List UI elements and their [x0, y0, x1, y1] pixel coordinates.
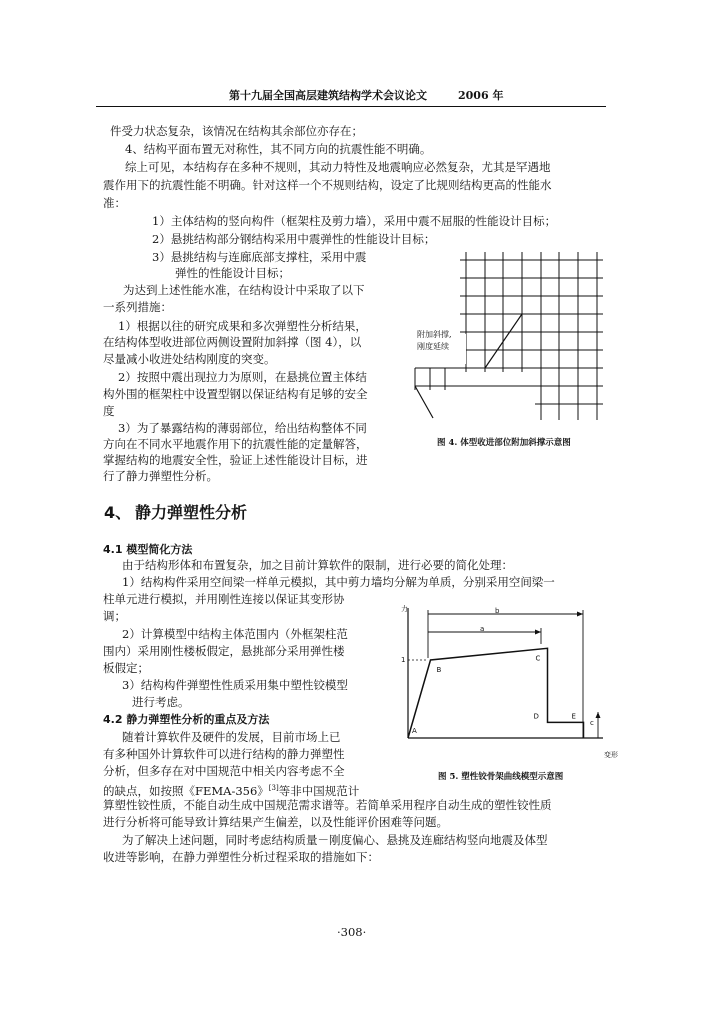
fig5-yone: 1 [401, 656, 406, 664]
s41-p2a: 1）结构构件采用空间梁一样单元模拟，其中剪力墙均分解为单质，分别采用空间梁一 [122, 575, 555, 589]
s42-p1f: 进行分析将可能导致计算结果产生偏差，以及性能评价困难等问题。 [103, 815, 448, 829]
fig5-xlabel: 变形 [604, 751, 618, 759]
figure-5 [398, 600, 620, 770]
fig5-point-e: E [571, 712, 576, 721]
s41-p4a: 3）结构构件弹塑性性质采用集中塑性铰模型 [122, 678, 348, 692]
s41-p4b: 进行考虑。 [132, 695, 190, 709]
s42-p1a: 随着计算软件及硬件的发展，目前市场上已 [122, 730, 341, 744]
s42-p1d-pre: 的缺点，如按照《FEMA-356》 [103, 783, 269, 798]
s42-p1c: 分析，但多存在对中国规范中相关内容考虑不全 [103, 764, 345, 778]
s41-p3a: 2）计算模型中结构主体范围内（外框架柱范 [122, 627, 348, 641]
measure-2b: 构外围的框架柱中设置型钢以保证结构有足够的安全 [103, 387, 368, 401]
section-4-title: 静力弹塑性分析 [135, 503, 248, 522]
s42-p1d [103, 781, 359, 799]
s41-p3b: 围内）采用刚性楼板假定，悬挑部分采用弹性楼 [103, 644, 345, 658]
citation-3: [3] [268, 784, 279, 792]
s41-p2c: 调； [103, 609, 126, 623]
measures-line-2: 一系列措施： [103, 300, 172, 314]
header-rule [96, 106, 606, 107]
s41-p2b: 柱单元进行模拟，并用刚性连接以保证其变形协 [103, 592, 345, 606]
fig5-point-c: C [535, 654, 541, 663]
section-4-number: 4、 [104, 503, 132, 522]
fig4-label-1: 附加斜撑, [417, 330, 452, 339]
intro-line-3: 综上可见，本结构存在多种不规则，其动力特性及地震响应必然复杂，尤其是罕遇地 [125, 160, 551, 174]
s42-p1b: 有多种国外计算软件可以进行结构的静力弹塑性 [103, 747, 345, 761]
measures-line-1: 为达到上述性能水准，在结构设计中采取了以下 [123, 283, 365, 297]
goal-3b: 弹性的性能设计目标； [175, 266, 290, 280]
fig5-point-a: A [412, 727, 417, 735]
header-title: 第十九届全国高层建筑结构学术会议论文 [229, 89, 427, 102]
fig5-caption: 图 5. 塑性铰骨架曲线模型示意图 [438, 772, 564, 782]
fig5-dim-a-label: a [480, 625, 485, 633]
measure-3b: 方向在不同水平地震作用下的抗震性能的定量解答， [103, 437, 368, 451]
fig5-point-d: D [533, 712, 539, 721]
intro-line-5: 准： [103, 196, 126, 210]
intro-line-2: 4、结构平面布置无对称性，其不同方向的抗震性能不明确。 [125, 142, 432, 156]
s42-p2a: 为了解决上述问题，同时考虑结构质量－刚度偏心、悬挑及连廊结构竖向地震及体型 [122, 833, 548, 847]
goal-1: 1）主体结构的竖向构件（框架柱及剪力墙），采用中震不屈服的性能设计目标； [152, 214, 557, 228]
fig5-dim-b-label: b [495, 607, 500, 615]
page-number: ·308· [337, 925, 367, 939]
s41-p1: 由于结构形体和布置复杂，加之目前计算软件的限制，进行必要的简化处理： [122, 558, 513, 572]
measure-3c: 掌握结构的地震安全性，验证上述性能设计目标，进 [103, 453, 368, 467]
section-4-1-heading: 4.1 模型简化方法 [103, 543, 193, 556]
s42-p1e: 算塑性铰性质，不能自动生成中国规范需求谱等。若简单采用程序自动生成的塑性铰性质 [103, 798, 552, 812]
header-year: 2006 年 [458, 89, 504, 102]
measure-1b: 在结构体型收进部位两侧设置附加斜撑（图 4），以 [103, 335, 362, 349]
measure-1a: 1）根据以往的研究成果和多次弹塑性分析结果， [118, 319, 367, 333]
s42-p2b: 收进等影响，在静力弹塑性分析过程采取的措施如下： [103, 850, 379, 864]
measure-2c: 度 [103, 404, 115, 418]
goal-3a: 3）悬挑结构与连廊底部支撑柱，采用中震 [152, 250, 367, 264]
measure-3a: 3）为了暴露结构的薄弱部位，给出结构整体不同 [118, 421, 367, 435]
measure-2a: 2）按照中震出现拉力为原则，在悬挑位置主体结 [118, 370, 367, 384]
fig4-label-2: 刚度延续 [417, 342, 449, 351]
measure-3d: 行了静力弹塑性分析。 [103, 469, 218, 483]
fig5-backbone-line [408, 648, 584, 738]
s42-p1d-post: 等非中国规范计 [278, 783, 360, 798]
s41-p3c: 板假定； [103, 661, 149, 675]
goal-2: 2）悬挑结构部分钢结构采用中震弹性的性能设计目标； [152, 232, 436, 246]
fig5-ylabel: 力 [401, 605, 408, 613]
fig4-caption: 图 4. 体型收进部位附加斜撑示意图 [437, 438, 571, 448]
section-4-2-heading: 4.2 静力弹塑性分析的重点及方法 [103, 713, 270, 726]
intro-line-4: 震作用下的抗震性能不明确。针对这样一个不规则结构，设定了比规则结构更高的性能水 [103, 178, 552, 192]
fig5-point-b: B [436, 666, 442, 674]
intro-line-1: 件受力状态复杂，该情况在结构其余部位亦存在； [110, 124, 363, 138]
measure-1c: 尽量减小收进处结构刚度的突变。 [103, 352, 276, 366]
fig5-side-c-label: c [590, 719, 594, 727]
